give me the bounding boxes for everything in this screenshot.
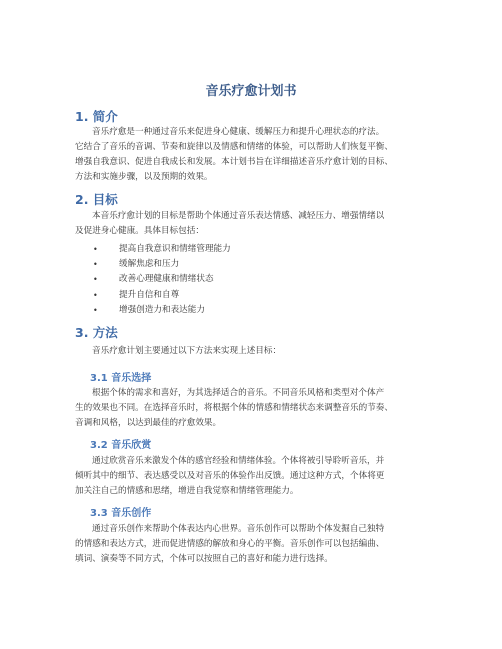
goals-line: 及促进身心健康。具体目标包括： (75, 226, 204, 236)
bullet-icon: • (93, 305, 98, 315)
intro-line: 方法和实施步骤，以及预期的效果。 (75, 172, 213, 182)
section-heading-intro: 1. 简介 (75, 109, 118, 124)
list-item-text: 缓解焦虑和压力 (119, 259, 180, 270)
list-item (93, 303, 231, 318)
bullet-icon: • (93, 275, 98, 285)
selection-line: 根据个体的需求和喜好，为其选择适合的音乐。不同音乐风格和类型对个体产 (92, 388, 385, 398)
appreciation-line: 倾听其中的细节、表达感受以及对音乐的体验作出反馈。通过这种方式，个体将更 (75, 471, 385, 481)
list-item (93, 257, 231, 272)
creation-line: 填词、演奏等不同方式，个体可以按照自己的喜好和能力进行选择。 (75, 554, 333, 564)
list-item (93, 288, 231, 303)
goals-list (93, 242, 231, 318)
intro-line: 它结合了音乐的音调、节奏和旋律以及情感和情绪的体验，可以帮助人们恢复平衡、 (75, 142, 393, 152)
list-item (93, 272, 231, 287)
subsection-heading-creation: 3.3 音乐创作 (90, 508, 152, 519)
list-item-text: 改善心理健康和情绪状态 (119, 274, 214, 285)
bullet-icon: • (93, 260, 98, 270)
section-heading-methods: 3. 方法 (75, 325, 118, 340)
selection-paragraph (75, 386, 437, 431)
creation-line: 通过音乐创作来帮助个体表达内心世界。音乐创作可以帮助个体发掘自己独特 (92, 524, 385, 534)
methods-paragraph (75, 344, 437, 359)
list-item-text: 提高自我意识和情绪管理能力 (119, 244, 231, 254)
intro-line: 增强自我意识、促进自我成长和发展。本计划书旨在详细描述音乐疗愈计划的目标、 (75, 157, 393, 167)
intro-line: 音乐疗愈是一种通过音乐来促进身心健康、缓解压力和提升心理状态的疗法。 (92, 127, 385, 137)
appreciation-paragraph (75, 454, 437, 499)
selection-line: 生的效果也不同。在选择音乐时，将根据个体的情感和情绪状态来调整音乐的节奏、 (75, 403, 393, 413)
goals-paragraph (75, 209, 437, 239)
creation-paragraph (75, 522, 437, 567)
appreciation-line: 通过欣赏音乐来激发个体的感官经验和情绪体验。个体将被引导聆听音乐，并 (92, 456, 385, 466)
goals-line: 本音乐疗愈计划的目标是帮助个体通过音乐表达情感、减轻压力、增强情绪以 (92, 211, 385, 221)
bullet-icon: • (93, 245, 98, 254)
subsection-heading-selection: 3.1 音乐选择 (90, 373, 152, 384)
subsection-heading-appreciation: 3.2 音乐欣赏 (90, 440, 152, 451)
bullet-icon: • (93, 290, 98, 300)
selection-line: 音调和风格，以达到最佳的疗愈效果。 (75, 418, 222, 428)
creation-line: 的情感和表达方式，进而促进情感的解放和身心的平衡。音乐创作可以包括编曲、 (75, 539, 385, 549)
section-heading-goals: 2. 目标 (75, 192, 118, 207)
list-item (93, 242, 231, 257)
intro-paragraph (75, 125, 437, 185)
appreciation-line: 加关注自己的情感和思绪，增进自我觉察和情绪管理能力。 (75, 486, 299, 496)
methods-line: 音乐疗愈计划主要通过以下方法来实现上述目标： (92, 346, 282, 356)
list-item-text: 提升自信和自尊 (119, 289, 180, 300)
page-title: 音乐疗愈计划书 (205, 84, 297, 99)
list-item-text: 增强创造力和表达能力 (119, 304, 205, 315)
